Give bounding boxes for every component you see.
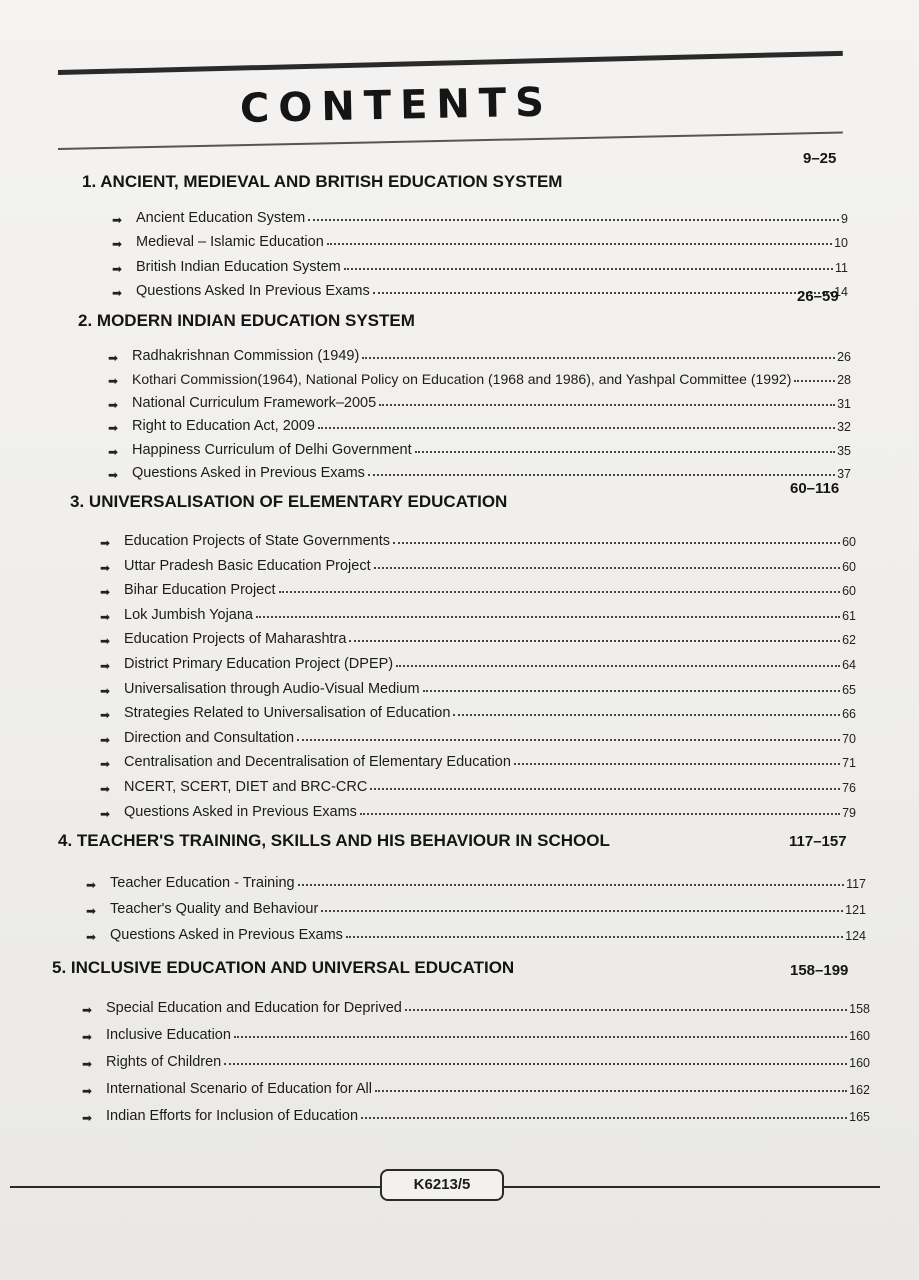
section-page-range: 60–116	[790, 480, 840, 497]
toc-item-label: Questions Asked in Previous Exams	[124, 803, 357, 820]
arrow-right-icon: ➡	[112, 237, 123, 252]
section-page-range: 26–59	[797, 288, 839, 305]
dot-leader	[368, 474, 835, 476]
dot-leader	[256, 616, 840, 618]
toc-item-label: International Scenario of Education for All	[106, 1081, 372, 1097]
toc-item	[112, 253, 848, 275]
section-page-range: 158–199	[790, 962, 849, 979]
footer-code: K6213/5	[380, 1169, 504, 1201]
toc-item-page: 70	[842, 731, 856, 746]
contents-heading: CONTENTS	[239, 79, 554, 132]
arrow-right-icon: ➡	[112, 285, 123, 300]
toc-item-page: 76	[842, 781, 856, 795]
arrow-right-icon: ➡	[100, 560, 111, 575]
section-title	[70, 492, 507, 512]
dot-leader	[405, 1009, 847, 1011]
toc-item-page: 31	[837, 396, 851, 411]
section-title	[52, 958, 514, 978]
toc-item-label: Special Education and Education for Deprived	[106, 1000, 402, 1016]
dot-leader	[298, 884, 844, 886]
arrow-right-icon: ➡	[108, 351, 119, 365]
toc-item-label: Bihar Education Project	[124, 582, 276, 599]
toc-item	[100, 625, 856, 647]
toc-item-label: District Primary Education Project (DPEP)	[124, 656, 394, 672]
toc-item-label: Indian Efforts for Inclusion of Education	[106, 1108, 359, 1124]
dot-leader	[362, 357, 835, 359]
toc-item	[100, 650, 856, 672]
toc-item	[82, 994, 870, 1016]
dot-leader	[321, 910, 843, 912]
dot-leader	[396, 665, 840, 667]
dot-leader	[370, 788, 840, 790]
toc-item	[100, 748, 856, 770]
dot-leader	[344, 268, 833, 270]
toc-item-page: 60	[842, 535, 856, 549]
toc-item-label: Direction and Consultation	[124, 729, 295, 746]
arrow-right-icon: ➡	[100, 659, 111, 673]
arrow-right-icon: ➡	[108, 444, 119, 459]
section-title-text: INCLUSIVE EDUCATION AND UNIVERSAL EDUCATION	[70, 958, 515, 977]
toc-item-page: 26	[837, 350, 851, 364]
toc-item-label: Uttar Pradesh Basic Education Project	[124, 557, 371, 574]
dot-leader	[327, 243, 832, 245]
toc-item	[100, 724, 856, 746]
section-title-text: ANCIENT, MEDIEVAL AND BRITISH EDUCATION SYSTEM	[100, 172, 563, 191]
toc-item	[86, 921, 866, 943]
arrow-right-icon: ➡	[100, 708, 111, 723]
toc-item-page: 158	[849, 1002, 870, 1016]
arrow-right-icon: ➡	[112, 213, 123, 227]
arrow-right-icon: ➡	[100, 609, 111, 624]
arrow-right-icon: ➡	[108, 421, 119, 436]
toc-item-label: Education Projects of Maharashtra	[124, 631, 347, 648]
toc-item	[86, 869, 866, 891]
section-title-text: TEACHER'S TRAINING, SKILLS AND HIS BEHAVIOUR IN SCHOOL	[76, 831, 610, 850]
section-number: 5.	[52, 958, 67, 977]
dot-leader	[514, 763, 840, 765]
dot-leader	[308, 219, 839, 221]
toc-item	[82, 1102, 870, 1124]
toc-item	[82, 1075, 870, 1097]
toc-item-page: 35	[837, 443, 851, 458]
toc-item-page: 65	[842, 682, 856, 697]
dot-leader	[297, 739, 840, 741]
toc-item-page: 37	[837, 467, 851, 481]
arrow-right-icon: ➡	[108, 397, 119, 412]
toc-item-page: 160	[849, 1029, 870, 1043]
toc-item-page: 64	[842, 658, 856, 672]
dot-leader	[349, 640, 840, 642]
section-title	[58, 831, 610, 851]
dot-leader	[393, 542, 840, 544]
toc-item-page: 60	[842, 584, 856, 599]
toc-item-label: Strategies Related to Universalisation of Education	[124, 705, 451, 722]
toc-item-label: Kothari Commission(1964), National Policy on Education (1968 and 1986), and Yashpal Committee (1992)	[132, 371, 792, 388]
dot-leader	[374, 567, 840, 569]
toc-item	[108, 436, 851, 458]
arrow-right-icon: ➡	[86, 904, 97, 918]
toc-item-label: Education Projects of State Governments	[124, 533, 390, 549]
dot-leader	[360, 813, 840, 815]
dot-leader	[318, 427, 835, 429]
toc-item-page: 121	[845, 903, 866, 917]
dot-leader	[453, 714, 840, 716]
toc-item-label: Universalisation through Audio-Visual Medium	[124, 680, 420, 697]
toc-item	[100, 773, 856, 795]
dot-leader	[379, 404, 835, 406]
toc-item-page: 160	[849, 1056, 870, 1070]
dot-leader	[346, 936, 843, 938]
toc-item	[100, 552, 856, 574]
arrow-right-icon: ➡	[100, 683, 111, 698]
toc-item-label: Medieval – Islamic Education	[136, 234, 324, 251]
toc-item-label: Questions Asked in Previous Exams	[110, 927, 343, 943]
toc-item-page: 28	[837, 373, 851, 388]
toc-item-label: NCERT, SCERT, DIET and BRC-CRC	[124, 779, 368, 795]
toc-item-page: 11	[835, 260, 848, 275]
arrow-right-icon: ➡	[100, 732, 111, 747]
toc-item-label: National Curriculum Framework–2005	[132, 394, 377, 411]
toc-item-page: 10	[834, 236, 848, 251]
toc-item-label: Teacher's Quality and Behaviour	[110, 901, 319, 917]
toc-item	[108, 389, 851, 411]
toc-item-page: 117	[846, 877, 866, 891]
toc-item	[112, 204, 848, 226]
toc-item-label: Rights of Children	[106, 1054, 222, 1070]
section-title	[78, 311, 415, 331]
section-number: 4.	[58, 831, 73, 850]
dot-leader	[224, 1063, 847, 1065]
arrow-right-icon: ➡	[100, 782, 111, 796]
section-title-text: MODERN INDIAN EDUCATION SYSTEM	[96, 311, 415, 330]
toc-item-page: 71	[842, 756, 856, 771]
arrow-right-icon: ➡	[100, 634, 111, 649]
arrow-right-icon: ➡	[82, 1030, 93, 1044]
toc-item-page: 9	[841, 212, 848, 226]
section-number: 1.	[82, 172, 97, 191]
section-page-range: 117–157	[789, 833, 847, 850]
arrow-right-icon: ➡	[82, 1003, 93, 1017]
dot-leader	[373, 292, 832, 294]
section-title	[82, 172, 562, 192]
dot-leader	[279, 591, 841, 593]
toc-item-page: 60	[842, 559, 856, 574]
toc-item	[82, 1021, 870, 1043]
arrow-right-icon: ➡	[108, 468, 119, 482]
toc-item	[112, 228, 848, 250]
toc-item-page: 124	[845, 929, 866, 943]
section-page-range: 9–25	[803, 150, 837, 167]
dot-leader	[361, 1117, 847, 1119]
toc-item	[100, 798, 856, 820]
arrow-right-icon: ➡	[82, 1057, 93, 1071]
toc-item-label: Right to Education Act, 2009	[132, 418, 315, 435]
arrow-right-icon: ➡	[100, 585, 111, 600]
toc-item-label: Centralisation and Decentralisation of Elementary Education	[124, 754, 511, 771]
arrow-right-icon: ➡	[82, 1111, 93, 1125]
toc-item-page: 162	[849, 1083, 870, 1097]
toc-item	[108, 412, 851, 434]
toc-item	[86, 895, 866, 917]
arrow-right-icon: ➡	[82, 1084, 93, 1098]
toc-item-label: British Indian Education System	[136, 258, 341, 275]
toc-item	[100, 601, 856, 623]
toc-item-label: Teacher Education - Training	[110, 875, 295, 891]
toc-item-label: Radhakrishnan Commission (1949)	[132, 348, 360, 364]
dot-leader	[423, 690, 841, 692]
section-number: 2.	[78, 311, 93, 330]
arrow-right-icon: ➡	[100, 806, 111, 821]
arrow-right-icon: ➡	[108, 374, 119, 389]
toc-item-page: 61	[842, 608, 856, 623]
toc-item-page: 79	[842, 805, 856, 820]
toc-item-label: Happiness Curriculum of Delhi Government	[132, 441, 412, 458]
toc-item	[108, 459, 851, 481]
toc-item-label: Lok Jumbish Yojana	[124, 606, 253, 623]
toc-item-label: Inclusive Education	[106, 1027, 231, 1043]
toc-item-page: 165	[849, 1110, 870, 1124]
section-number: 3.	[70, 492, 85, 511]
toc-item	[108, 342, 851, 364]
toc-item-page: 14	[834, 284, 848, 299]
toc-item-page: 66	[842, 707, 856, 722]
dot-leader	[415, 451, 835, 453]
toc-item	[82, 1048, 870, 1070]
arrow-right-icon: ➡	[86, 930, 97, 944]
section-title-text: UNIVERSALISATION OF ELEMENTARY EDUCATION	[88, 492, 508, 511]
dot-leader	[234, 1036, 847, 1038]
toc-item-label: Ancient Education System	[136, 210, 306, 226]
toc-item-page: 32	[837, 420, 851, 435]
toc-item-page: 62	[842, 633, 856, 648]
toc-item	[100, 699, 856, 721]
arrow-right-icon: ➡	[112, 261, 123, 276]
toc-item	[112, 277, 848, 299]
toc-item	[108, 365, 851, 387]
toc-item-label: Questions Asked In Previous Exams	[136, 282, 370, 299]
toc-item	[100, 527, 856, 549]
toc-item	[100, 675, 856, 697]
toc-item-label: Questions Asked in Previous Exams	[132, 465, 365, 481]
arrow-right-icon: ➡	[86, 878, 97, 892]
arrow-right-icon: ➡	[100, 757, 111, 772]
dot-leader	[794, 380, 835, 382]
dot-leader	[375, 1090, 847, 1092]
toc-item	[100, 576, 856, 598]
arrow-right-icon: ➡	[100, 536, 111, 550]
